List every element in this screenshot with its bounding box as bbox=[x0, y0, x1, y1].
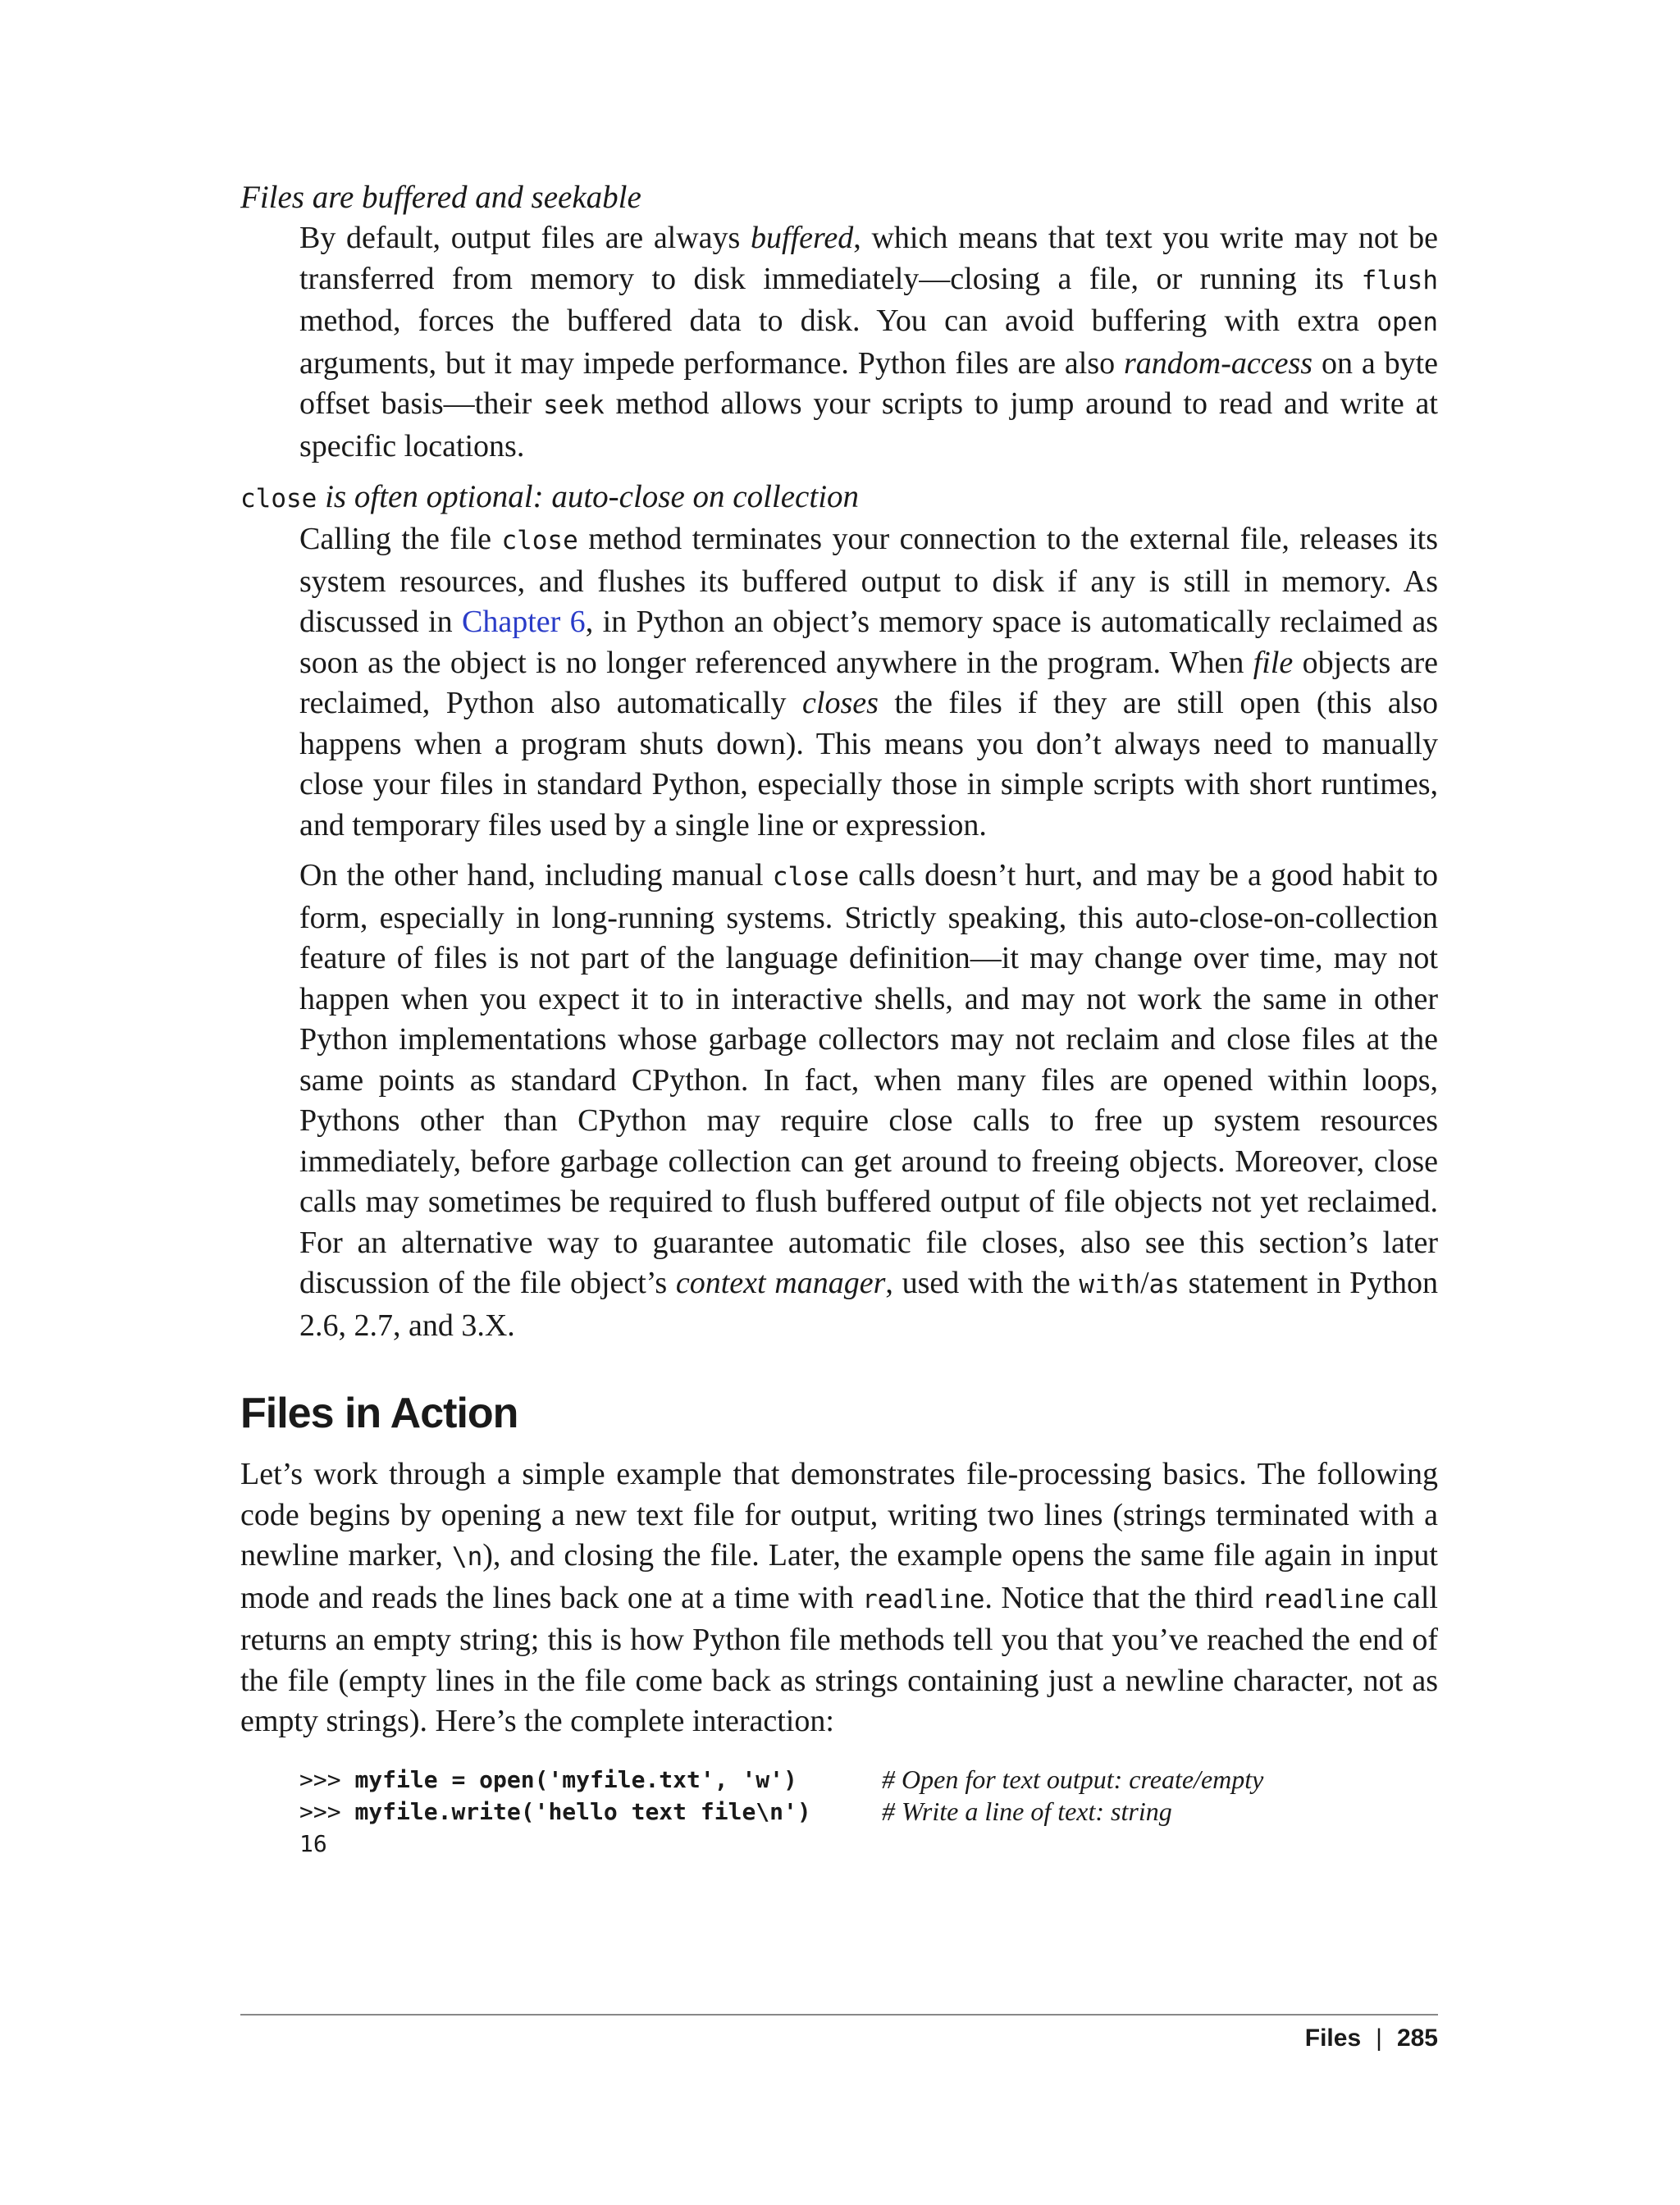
paragraph: By default, output files are always buffered, which means that text you write may not be transferred from memory to disk immediately—closing a file, or running its flush method, forces the buffered data to disk. You can avoid buffering with extra open arguments, but it may impede performance. Python files are also random-access on a byte offset basis—their seek method allows your scripts to jump around to read and write at specific locations. bbox=[299, 221, 1438, 463]
running-footer-chapter: Files bbox=[1304, 2025, 1362, 2052]
term-title-buffered: Files are buffered and seekable bbox=[240, 180, 641, 215]
inline-code: flush bbox=[1361, 265, 1438, 295]
code-block bbox=[299, 1764, 1438, 1860]
code-line: 16 bbox=[299, 1829, 327, 1857]
inline-code: \n bbox=[451, 1542, 483, 1572]
page-content bbox=[240, 177, 1438, 1860]
inline-code: readline bbox=[1262, 1584, 1385, 1614]
term-definition-close bbox=[299, 519, 1438, 1346]
inline-code: close bbox=[772, 862, 850, 892]
code-line: >>> myfile = open('myfile.txt', 'w') # Open for text output: create/empty bbox=[299, 1764, 1264, 1794]
section-heading: Files in Action bbox=[240, 1390, 518, 1437]
code-comment: # Open for text output: create/empty bbox=[882, 1764, 1264, 1794]
chapter-6-link[interactable]: Chapter 6 bbox=[462, 605, 586, 639]
code-line: >>> myfile.write('hello text file\n') # Write a line of text: string bbox=[299, 1796, 1172, 1826]
code-comment: # Write a line of text: string bbox=[882, 1796, 1172, 1826]
term-title-close: close is often optional: auto-close on collection bbox=[240, 479, 860, 514]
term-definition-buffered bbox=[299, 218, 1438, 467]
inline-code: with bbox=[1079, 1270, 1141, 1299]
page-number: 285 bbox=[1396, 2025, 1438, 2052]
inline-code: close bbox=[501, 526, 578, 555]
inline-code: seek bbox=[543, 390, 605, 420]
footer-separator: | bbox=[1376, 2025, 1382, 2052]
paragraph: Calling the file close method terminates your connection to the external file, releases its system resources, and flushes its buffered output to disk if any is still in memory. As discussed in Chapter 6, in Python an object’s memory space is automatically reclaimed as soon as the object is no longer referenced anywhere in the program. When file objects are reclaimed, Python also automatically closes the files if they are still open (this also happens when a program shuts down). This means you don’t always need to manually close your files in standard Python, especially those in simple scripts with short runtimes, and temporary files used by a single line or expression. bbox=[299, 522, 1439, 842]
inline-code: as bbox=[1148, 1270, 1180, 1299]
inline-code: readline bbox=[862, 1584, 985, 1614]
paragraph: On the other hand, including manual close calls doesn’t hurt, and may be a good habit to form, especially in long-running systems. Strictly speaking, this auto-close-on-collection feature of files is not part of the language definition—it may change over time, may not happen when you expect it to in interactive shells, and may not work the same in other Python implementations whose garbage collectors may not reclaim and close files at the same points as standard CPython. In fact, when many files are opened within loops, Pythons other than CPython may require close calls to free up system resources immediately, before garbage collection can get around to freeing objects. Moreover, close calls may sometimes be required to flush buffered output of file objects not yet reclaimed. For an alternative way to guarantee automatic file closes, also see this section’s later discussion of the file object’s context manager, used with the with/as statement in Python 2.6, 2.7, and 3.X. bbox=[299, 858, 1438, 1343]
inline-code: close bbox=[240, 484, 317, 514]
page-footer bbox=[1305, 2025, 1438, 2052]
inline-code: open bbox=[1376, 308, 1438, 337]
footer-rule bbox=[240, 2014, 1438, 2016]
section-paragraph: Let’s work through a simple example that demonstrates file-processing basics. The following code begins by opening a new text file for output, writing two lines (strings terminated with a newline marker, \n), and closing the file. Later, the example opens the same file again in input mode and reads the lines back one at a time with readline. Notice that the third readline call returns an empty string; this is how Python file methods tell you that you’ve reached the end of the file (empty lines in the file come back as strings containing just a newline character, not as empty strings). Here’s the complete interaction: bbox=[240, 1457, 1438, 1738]
